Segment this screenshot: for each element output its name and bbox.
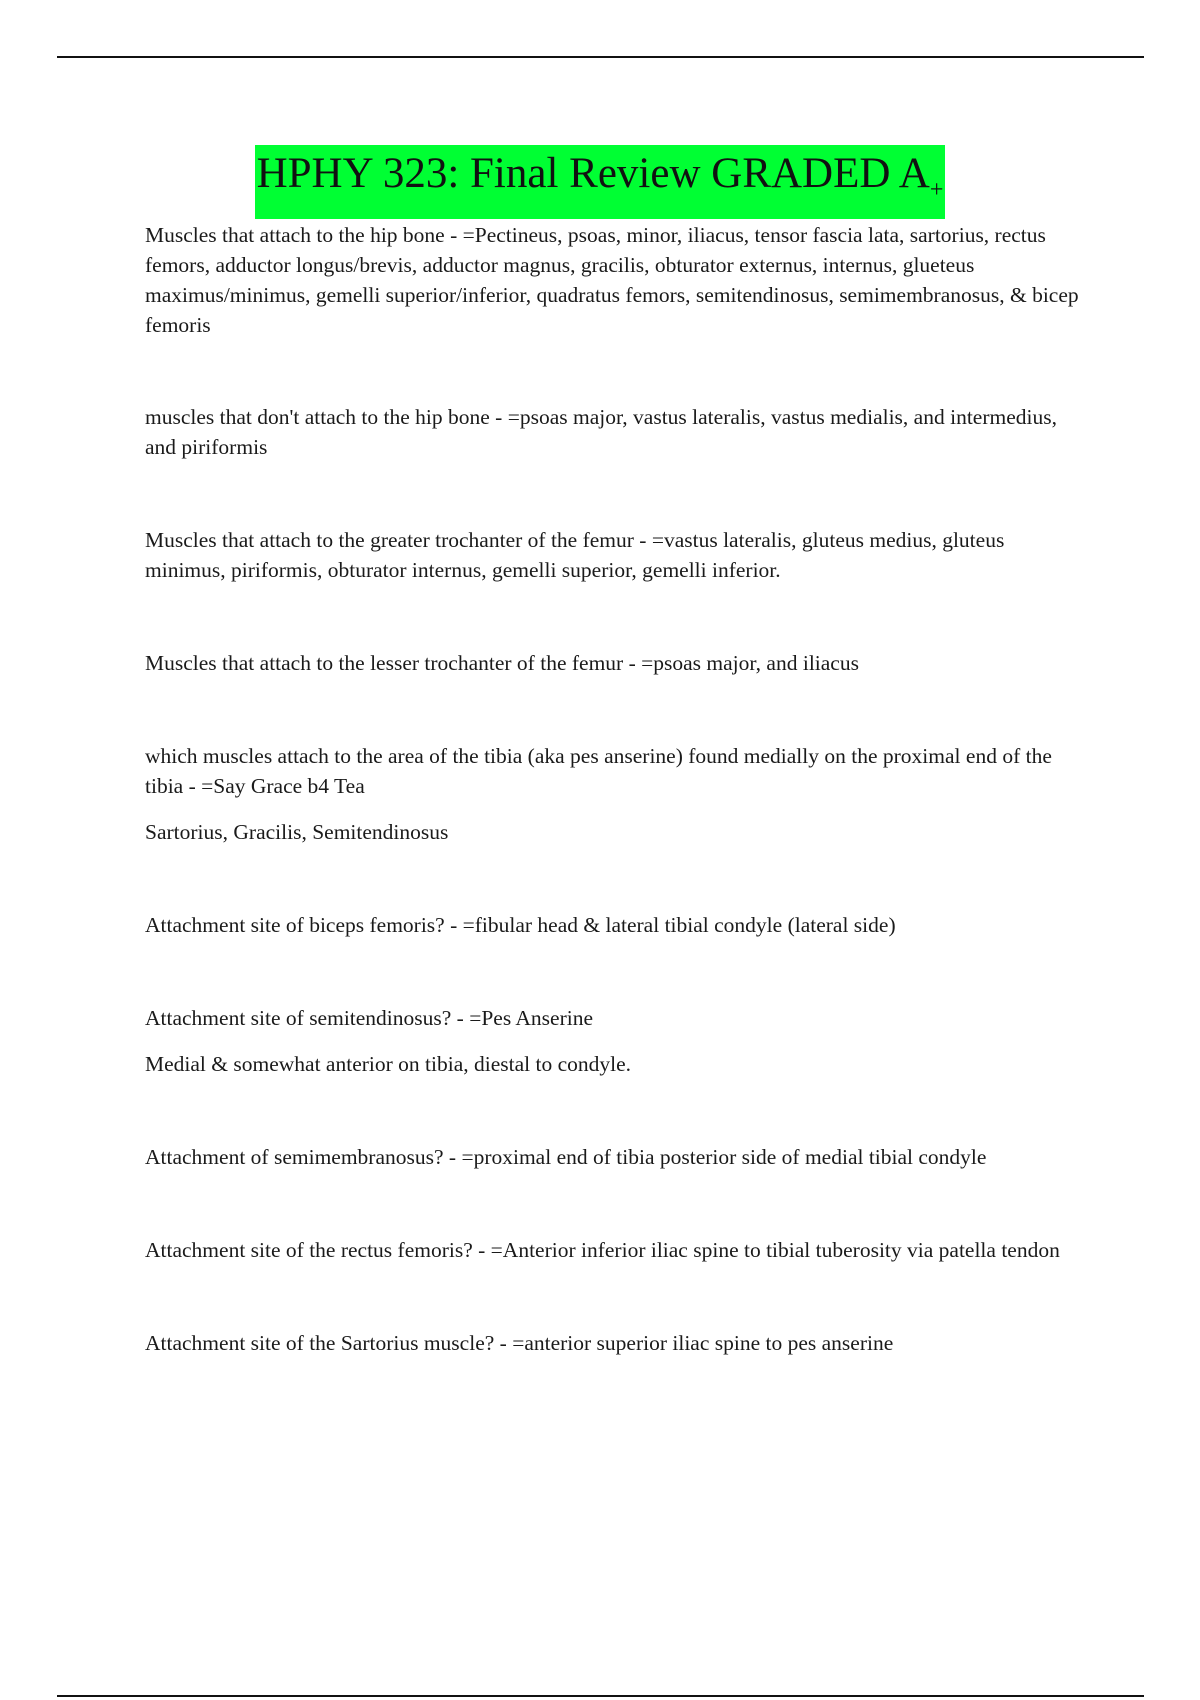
- paragraph-non-hip-muscles: muscles that don't attach to the hip bone - =psoas major, vastus lateralis, vastus medialis, and intermedius, and piriformis: [145, 405, 1057, 459]
- paragraph-semitendinosus: Attachment site of semitendinosus? - =Pes Anserine: [145, 1006, 594, 1030]
- top-rule: [57, 56, 1144, 58]
- paragraph-semitendinosus-detail: Medial & somewhat anterior on tibia, diestal to condyle.: [145, 1052, 632, 1076]
- bottom-rule: [57, 1695, 1144, 1697]
- document-body: [145, 220, 1080, 1358]
- paragraph-greater-trochanter: Muscles that attach to the greater trochanter of the femur - =vastus lateralis, gluteus medius, gluteus minimus, piriformis, obturator internus, gemelli superior, gemelli inferior.: [145, 528, 1005, 582]
- title-text: HPHY 323: Final Review GRADED A: [256, 150, 930, 197]
- paragraph-biceps-femoris: Attachment site of biceps femoris? - =fibular head & lateral tibial condyle (lateral side): [145, 913, 896, 937]
- paragraph-rectus-femoris: Attachment site of the rectus femoris? - =Anterior inferior iliac spine to tibial tuberosity via patella tendon: [145, 1238, 1060, 1262]
- paragraph-lesser-trochanter: Muscles that attach to the lesser trochanter of the femur - =psoas major, and iliacus: [145, 651, 859, 675]
- paragraph-pes-anserine-answer: Sartorius, Gracilis, Semitendinosus: [145, 820, 449, 844]
- paragraph-pes-anserine: which muscles attach to the area of the tibia (aka pes anserine) found medially on the proximal end of the tibia - =Say Grace b4 Tea: [145, 744, 1052, 798]
- paragraph-sartorius: Attachment site of the Sartorius muscle? - =anterior superior iliac spine to pes anserine: [145, 1331, 894, 1355]
- title-container: [0, 145, 1200, 219]
- title-suffix: +: [929, 177, 944, 203]
- paragraph-hip-bone-muscles: Muscles that attach to the hip bone - =Pectineus, psoas, minor, iliacus, tensor fascia lata, sartorius, rectus femors, adductor longus/brevis, adductor magnus, gracilis, obturator externus, internus, glueteus maximus/minimus, gemelli superior/inferior, quadratus femors, semitendinosus, semimembranosus, & bicep femoris: [145, 223, 1079, 337]
- paragraph-semimembranosus: Attachment of semimembranosus? - =proximal end of tibia posterior side of medial tibial condyle: [145, 1145, 987, 1169]
- document-title: [255, 145, 946, 219]
